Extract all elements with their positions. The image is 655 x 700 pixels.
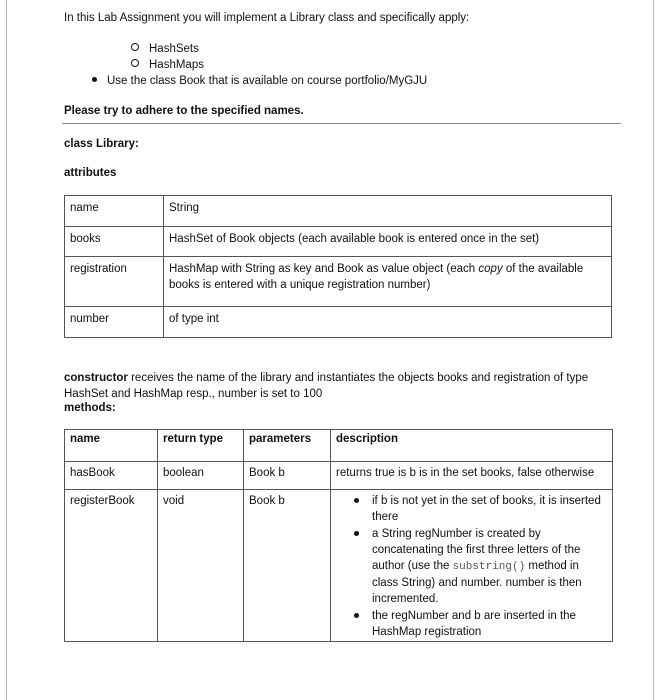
table-row: [65, 490, 613, 642]
table-row: [65, 307, 612, 338]
sub-bullet-hashmaps: HashMaps: [131, 59, 204, 71]
col-header-name: name: [65, 430, 158, 462]
col-header-return-type: return type: [158, 430, 244, 462]
method-return-type: void: [158, 490, 244, 642]
table-row: [65, 462, 613, 490]
method-return-type: boolean: [158, 462, 244, 490]
col-header-parameters: parameters: [244, 430, 331, 462]
table-row: [65, 257, 612, 307]
divider: [62, 123, 621, 124]
attr-desc: HashSet of Book objects (each available book is entered once in the set): [164, 227, 612, 257]
method-description: [331, 490, 613, 642]
bullet-book-class: Use the class Book that is available on course portfolio/MyGJU: [92, 75, 427, 87]
attr-name: registration: [65, 257, 164, 307]
methods-heading: methods:: [64, 402, 116, 414]
attr-name: books: [65, 227, 164, 257]
attr-desc: of type int: [164, 307, 612, 338]
description-list: [331, 493, 608, 640]
table-header-row: [65, 430, 613, 462]
attr-desc: String: [164, 196, 612, 227]
col-header-description: description: [331, 430, 613, 462]
bullet-icon: [354, 531, 359, 536]
class-heading: class Library:: [64, 138, 139, 150]
method-parameters: Book b: [244, 490, 331, 642]
constructor-description: constructor receives the name of the library and instantiates the objects books and registration of type HashSet and HashMap resp., number is set to 100: [64, 372, 589, 400]
list-item: the regNumber and b are inserted in the HashMap registration: [331, 608, 608, 640]
method-name: registerBook: [65, 490, 158, 642]
attributes-heading: attributes: [64, 167, 117, 179]
circle-bullet-icon: [131, 43, 139, 51]
table-row: [65, 196, 612, 227]
bullet-icon: [354, 498, 359, 503]
sub-bullet-hashsets: HashSets: [131, 43, 199, 55]
attr-desc: HashMap with String as key and Book as value object (each copy of the available books is entered with a unique registration number): [164, 257, 612, 307]
attr-name: name: [65, 196, 164, 227]
method-description: returns true is b is in the set books, false otherwise: [331, 462, 613, 490]
method-parameters: Book b: [244, 462, 331, 490]
method-name: hasBook: [65, 462, 158, 490]
attr-name: number: [65, 307, 164, 338]
code-snippet: substring(): [452, 561, 526, 573]
methods-table: [64, 429, 613, 642]
table-row: [65, 227, 612, 257]
bullet-icon: [354, 613, 359, 618]
list-item: if b is not yet in the set of books, it is inserted there: [331, 493, 608, 525]
list-item: a String regNumber is created by concatenating the first three letters of the author (use the substring() method in class String) and number. number is then incremented.: [331, 526, 608, 607]
intro-text: In this Lab Assignment you will implement a Library class and specifically apply:: [64, 12, 470, 24]
note-text: Please try to adhere to the specified names.: [64, 105, 304, 117]
attributes-table: [64, 195, 612, 338]
bullet-icon: [92, 77, 97, 82]
circle-bullet-icon: [131, 59, 139, 67]
